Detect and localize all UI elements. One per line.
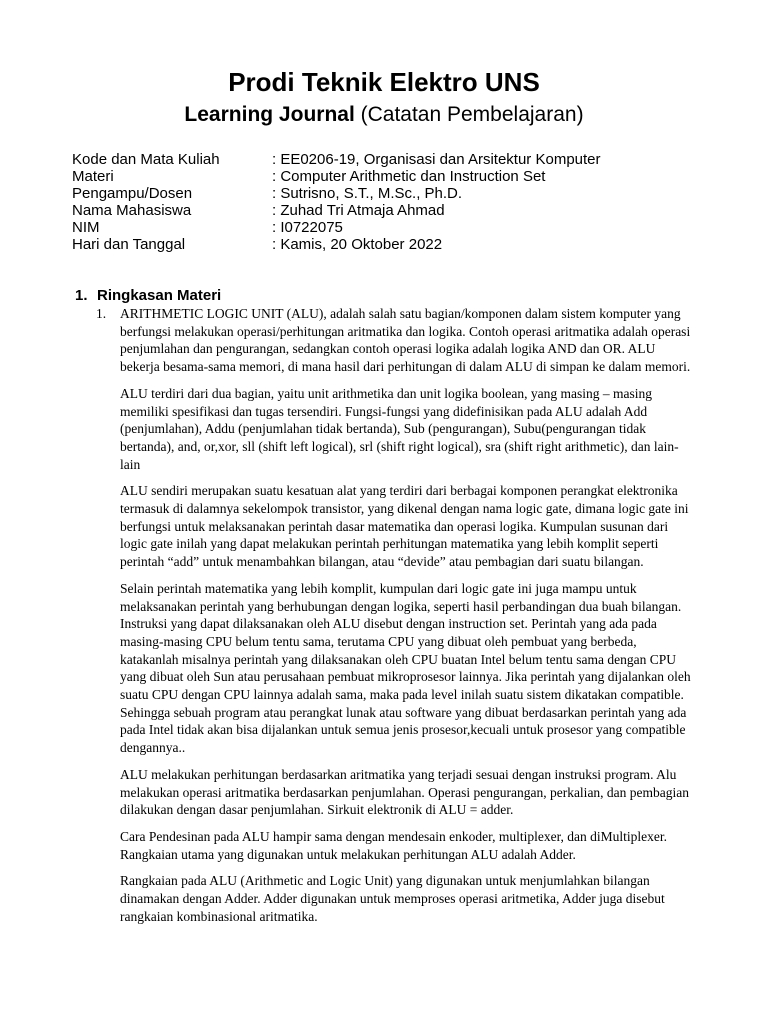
paragraph: Rangkaian pada ALU (Arithmetic and Logic Unit) yang digunakan untuk menjumlahkan bilangan dinamakan dengan Adder. Adder digunakan untuk memproses operasi aritmetika, Adder juga disebut rangkaian kombinasional aritmatika. [120, 873, 665, 924]
subtitle-bold: Learning Journal [184, 103, 355, 126]
info-value: : Sutrisno, S.T., M.Sc., Ph.D. [272, 185, 463, 202]
info-label: Nama Mahasiswa [72, 202, 192, 219]
section-number: 1. [75, 287, 88, 304]
info-value: : I0722075 [272, 219, 343, 236]
info-row-course [72, 151, 712, 168]
info-row-student-id [72, 219, 712, 236]
paragraph: Selain perintah matematika yang lebih komplit, kumpulan dari logic gate ini juga mampu untuk melaksanakan perintah yang berhubungan dengan logika, seperti hasil perbandingan dua buah bilangan. Instruksi yang dapat dilaksanakan oleh ALU disebut dengan instruction set. Perintah yang ada pada masing-masing CPU belum tentu sama, terutama CPU yang dibuat oleh pembuat yang berbeda, katakanlah misalnya perintah yang dilaksanakan oleh CPU buatan Intel belum tentu sama dengan CPU yang dibuat oleh Sun atau perusahaan pembuat mikroprosesor lainnya. Jika perintah yang dijalankan oleh suatu CPU dengan CPU lainnya adalah sama, maka pada level inilah suatu sistem dikatakan compatible. Sehingga sebuah program atau perangkat lunak atau software yang dibuat berdasarkan perintah yang ada pada Intel tidak akan bisa dijalankan untuk semua jenis prosesor,kecuali untuk prosesor yang compatible dengannya.. [120, 580, 691, 756]
page-title: Prodi Teknik Elektro UNS [228, 67, 540, 97]
info-label: Kode dan Mata Kuliah [72, 151, 220, 168]
item-number: 1. [96, 306, 107, 321]
page-subtitle [0, 101, 768, 129]
subtitle-rest: (Catatan Pembelajaran) [354, 103, 584, 126]
course-info-table [72, 151, 712, 253]
info-label: Hari dan Tanggal [72, 236, 186, 253]
paragraph: ALU sendiri merupakan suatu kesatuan alat yang terdiri dari berbagai komponen perangkat elektronika termasuk di dalamnya sekelompok transistor, yang dikenal dengan nama logic gate, dimana logic gate ini berfungsi untuk melaksanakan perintah dasar matematika dan operasi logika. Kumpulan susunan dari logic gate inilah yang dapat melakukan perintah perhitungan matematika yang lebih komplit seperti perintah “add” untuk menambahkan bilangan, atau “devide” atau pembagian dari suatu bilangan. [120, 483, 689, 570]
info-value: : Computer Arithmetic dan Instruction Set [272, 168, 546, 185]
info-value: : EE0206-19, Organisasi dan Arsitektur Komputer [272, 151, 601, 168]
section-content [96, 305, 692, 935]
info-label: Pengampu/Dosen [72, 185, 193, 202]
info-row-student-name [72, 202, 712, 219]
info-value: : Zuhad Tri Atmaja Ahmad [272, 202, 445, 219]
info-row-lecturer [72, 185, 712, 202]
paragraph-text: ARITHMETIC LOGIC UNIT (ALU), adalah salah satu bagian/komponen dalam sistem komputer yang berfungsi melakukan operasi/perhitungan aritmatika dan logika. Contoh operasi aritmatika adalah operasi penjumlahan dan pengurangan, sedangkan contoh operasi logika adalah logika AND dan OR. ALU bekerja besama-sama memori, di mana hasil dari perhitungan di dalam ALU di simpan ke dalam memori. [120, 306, 691, 375]
section-heading [75, 287, 221, 305]
info-row-topic [72, 168, 712, 185]
info-label: NIM [72, 219, 100, 236]
paragraph: ALU melakukan perhitungan berdasarkan aritmatika yang terjadi sesuai dengan instruksi program. Alu melakukan operasi aritmatika berdasarkan penjumlahan. Operasi pengurangan, perkalian, dan pembagian dilakukan dengan dasar penjumlahan. Sirkuit elektronik di ALU = adder. [120, 766, 690, 818]
section-title: Ringkasan Materi [97, 287, 222, 304]
info-label: Materi [72, 168, 114, 185]
info-row-date [72, 236, 712, 253]
paragraph: ALU terdiri dari dua bagian, yaitu unit arithmetika dan unit logika boolean, yang masing – masing memiliki spesifikasi dan tugas tersendiri. Fungsi-fungsi yang didefinisikan pada ALU adalah Add (penjumlahan), Addu (penjumlahan tidak bertanda), Sub (pengurangan), Subu(pengurangan tidak bertanda), and, or,xor, sll (shift left logical), srl (shift right logical), sra (shift right arithmetic), dan lain-lain [120, 385, 679, 472]
paragraph: Cara Pendesinan pada ALU hampir sama dengan mendesain enkoder, multiplexer, dan diMultiplexer. Rangkaian utama yang digunakan untuk melakukan perhitungan ALU adalah Adder. [120, 828, 668, 862]
info-value: : Kamis, 20 Oktober 2022 [272, 236, 443, 253]
paragraph [96, 305, 692, 376]
